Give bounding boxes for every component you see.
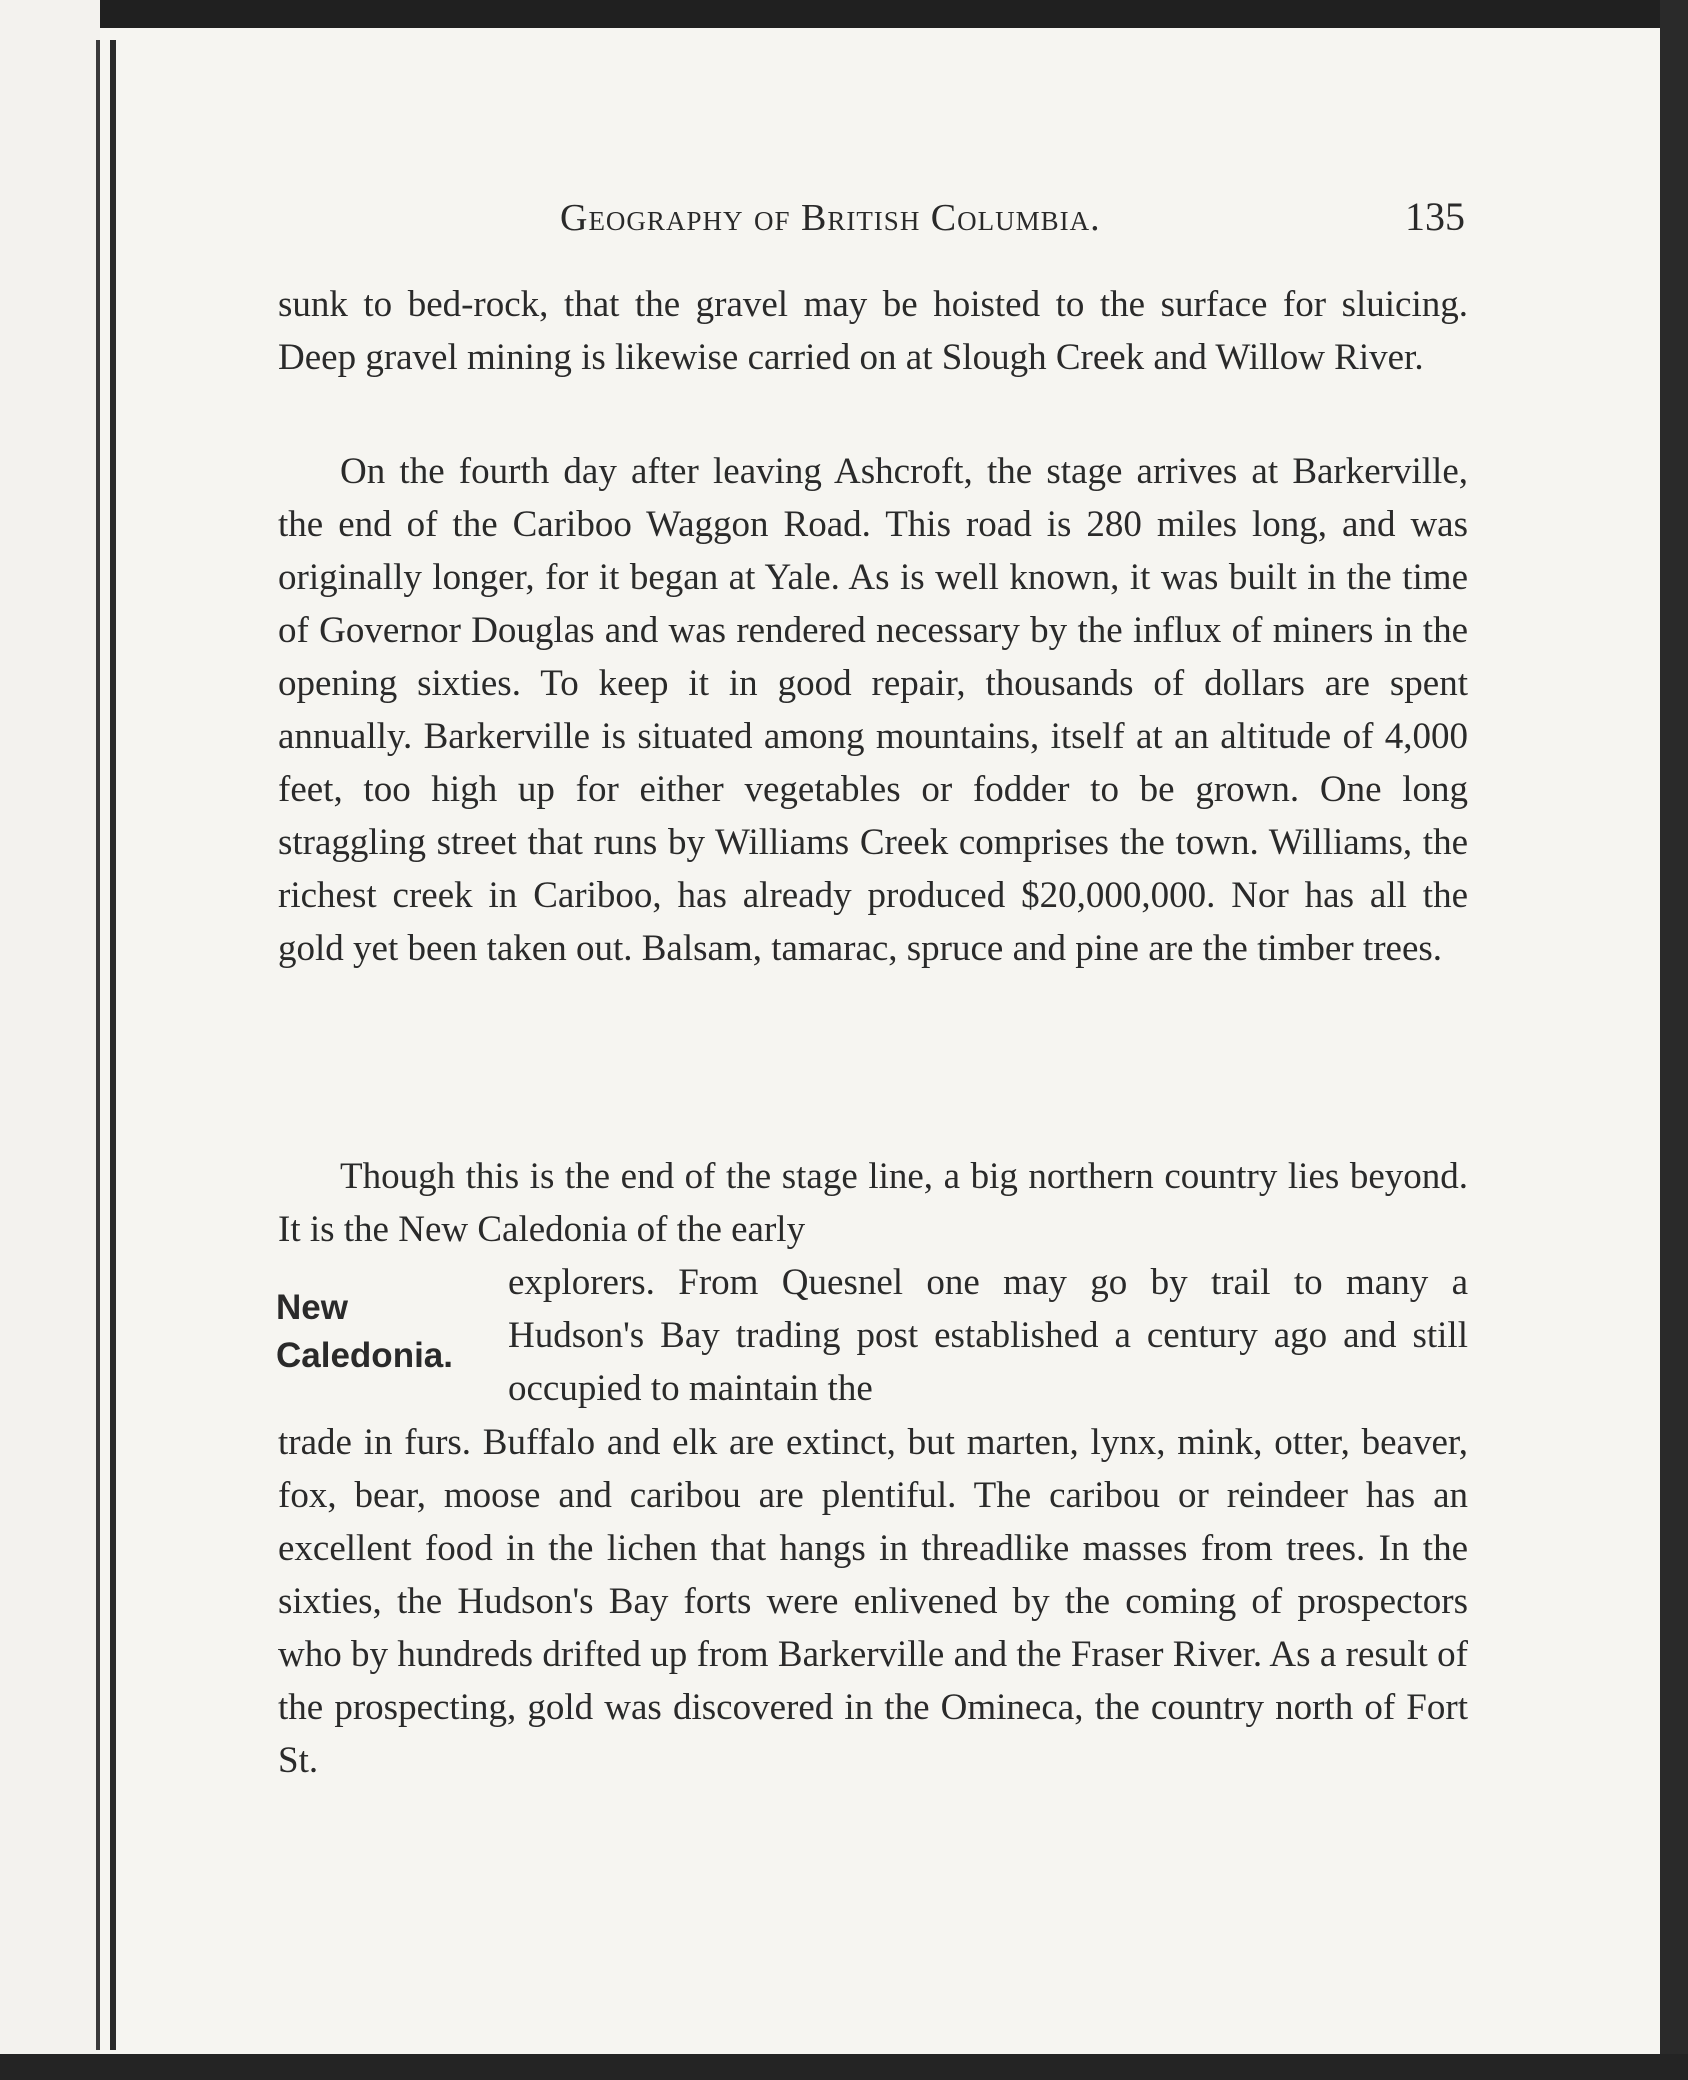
paragraph-2: On the fourth day after leaving Ashcroft, the stage arrives at Barkerville, the end of the Cariboo Waggon Road. This road is 280 miles long, and was originally longer, for it began at Yale. As is well known, it was built in the time of Governor Douglas and was rendered necessary by the influx of miners in the opening sixties. To keep it in good repair, thousands of dollars are spent annually. Barkerville is situated among mountains, itself at an altitude of 4,000 feet, too high up for either vegetables or fodder to be grown. One long straggling street that runs by Williams Creek comprises the town. Williams, the richest creek in Cariboo, has already produced $20,000,000. Nor has all the gold yet been taken out. Balsam, tamarac, spruce and pine are the timber trees. <box>278 451 1468 969</box>
paragraph-3-wrapped: explorers. From Quesnel one may go by trail to many a Hudson's Bay trading post established a century ago and still occupied to maintain the <box>508 1262 1468 1409</box>
margin-note-line-1: New <box>276 1288 348 1327</box>
scan-right-border <box>1660 0 1688 2080</box>
paragraph-1: sunk to bed-rock, that the gravel may be hoisted to the surface for sluicing. Deep gravel mining is likewise carried on at Slough Creek and Willow River. <box>278 284 1468 378</box>
scan-top-border <box>0 0 1688 30</box>
scan-bottom-border <box>0 2054 1688 2080</box>
book-spine-line <box>110 40 116 2050</box>
paragraph-3-end: trade in furs. Buffalo and elk are extinct, but marten, lynx, mink, otter, beaver, fox, bear, moose and caribou are plentiful. The caribou or reindeer has an excellent food in the lichen that hangs in threadlike masses from trees. In the sixties, the Hudson's Bay forts were enlivened by the coming of prospectors who by hundreds drifted up from Barkerville and the Fraser River. As a result of the prospecting, gold was discovered in the Omineca, the country north of Fort St. <box>278 1422 1468 1781</box>
margin-note-line-2: Caledonia. <box>276 1336 453 1375</box>
page-number: 135 <box>1405 194 1465 239</box>
paragraph-3-start: Though this is the end of the stage line, a big northern country lies beyond. It is the New Caledonia of the early <box>278 1156 1468 1250</box>
running-head: Geography of British Columbia. <box>560 197 1101 239</box>
margin-note-new-caledonia <box>276 1284 453 1380</box>
facing-page-edge <box>0 0 100 2080</box>
